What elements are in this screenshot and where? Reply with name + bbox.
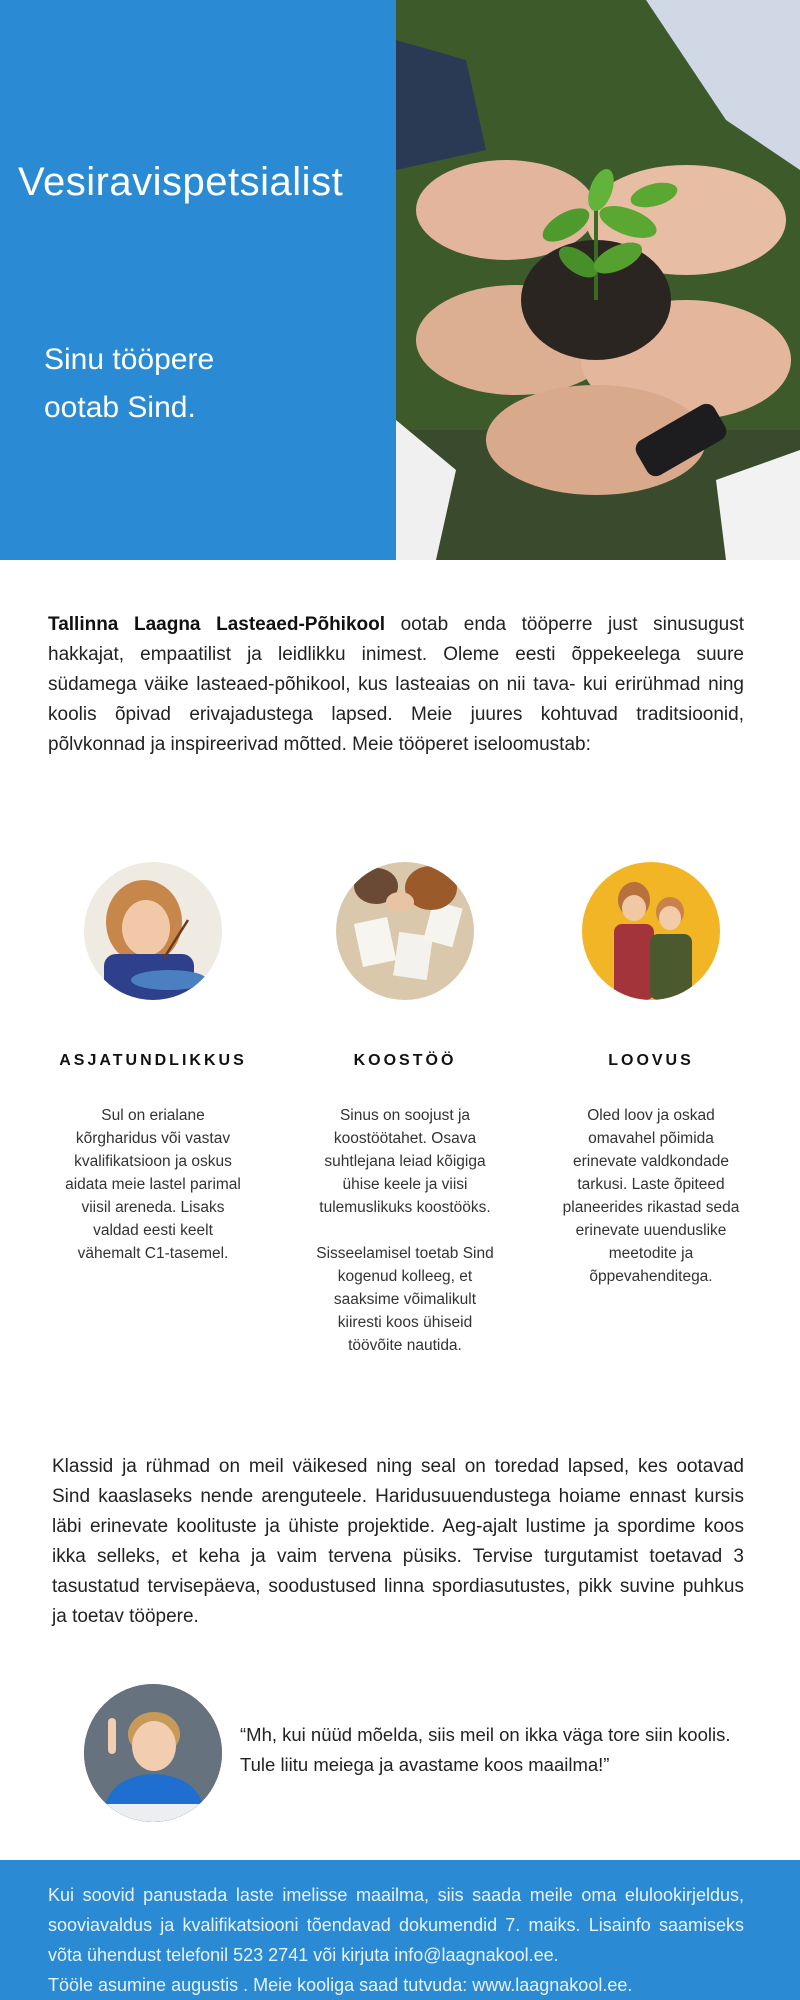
hands-seedling-illustration bbox=[396, 0, 800, 560]
value-description: Sinus on soojust ja koostöötahet. Osava suhtlejana leiad kõigiga ühise keele ja viisi tulemuslikuks koostööks. Sisseelamisel toetab Sind kogenud kolleeg, et saaksime võimalikult kiiresti koos ühiseid töövõite nautida. bbox=[316, 1107, 494, 1354]
value-cooperation bbox=[290, 862, 520, 1357]
value-description: Oled loov ja oskad omavahel põimida erinevate valdkondade tarkusi. Laste õpiteed planeerides rikastad seda erinevate uuenduslike meetodite ja õppevahenditega. bbox=[562, 1107, 740, 1285]
values-section bbox=[0, 862, 800, 1382]
hero-tagline-line1: Sinu tööpere bbox=[44, 343, 215, 376]
hero-blue-panel bbox=[0, 0, 396, 560]
testimonial-quote: “Mh, kui nüüd mõelda, siis meil on ikka väga tore siin koolis. Tule liitu meiega ja avastame koos maailma!” bbox=[240, 1724, 731, 1775]
value-description: Sul on erialane kõrgharidus või vastav kvalifikatsioon ja oskus aidata meie lastel parimal viisil areneda. Lisaks valdad eesti keelt vähemalt C1-tasemel. bbox=[65, 1107, 241, 1262]
hero-tagline-line2: ootab Sind. bbox=[44, 391, 196, 424]
organization-name: Tallinna Laagna Lasteaed-Põhikool bbox=[48, 614, 386, 635]
photo-two-kids-yellow-background bbox=[582, 862, 720, 1000]
hero-tagline bbox=[44, 336, 214, 432]
start-date-and-website: Tööle asumine augustis . Meie kooliga saad tutvuda: www.laagnakool.ee. bbox=[48, 1975, 633, 1995]
hero-banner bbox=[0, 0, 800, 560]
job-title: Vesiravispetsialist bbox=[18, 160, 344, 204]
value-title: KOOSTÖÖ bbox=[353, 1052, 457, 1069]
benefits-paragraph: Klassid ja rühmad on meil väikesed ning seal on toredad lapsed, kes ootavad Sind kaaslaseks nende arenguteele. Haridusuuendustega hoiame ennast kursis läbi erinevate koolituste ja ühiste projektide. Aeg-ajalt lustime ja spordime koos ikka selleks, et keha ja vaim tervena püsiks. Tervise turgutamist toetavad 3 tasustatud tervisepäeva, soodustused linna spordiasutustes, pikk suvine puhkus ja toetav tööpere. bbox=[52, 1456, 744, 1627]
photo-boy-raising-finger bbox=[84, 1684, 222, 1822]
intro-text: ootab enda tööperre just sinusugust hakkajat, empaatilist ja leidlikku inimest. Oleme eesti õppekeelega suure südamega väike lasteaed-põhikool, kus lasteaias on nii tava- kui erirühmad ning koolis õpivad erivajadustega lapsed. Meie juures kohtuvad traditsioonid, põlvkonnad ja inspireerivad mõtted. Meie tööperet iseloomustab: bbox=[48, 614, 744, 755]
intro-paragraph bbox=[48, 610, 744, 760]
application-instructions: Kui soovid panustada laste imelisse maailma, siis saada meile oma elulookirjeldus, sooviavaldus ja kvalifikatsiooni tõendavad dokumendid 7. maiks. Lisainfo saamiseks võta ühendust telefonil 523 2741 või kirjuta info@laagnakool.ee. bbox=[48, 1885, 744, 1965]
hero-photo-hands-with-seedling bbox=[396, 0, 800, 560]
photo-children-with-papers bbox=[336, 862, 474, 1000]
value-expertise bbox=[38, 862, 268, 1265]
value-title: ASJATUNDLIKKUS bbox=[59, 1052, 247, 1069]
application-footer bbox=[0, 1860, 800, 2000]
value-creativity bbox=[536, 862, 766, 1288]
value-title: LOOVUS bbox=[608, 1052, 694, 1069]
photo-girl-painting bbox=[84, 862, 222, 1000]
